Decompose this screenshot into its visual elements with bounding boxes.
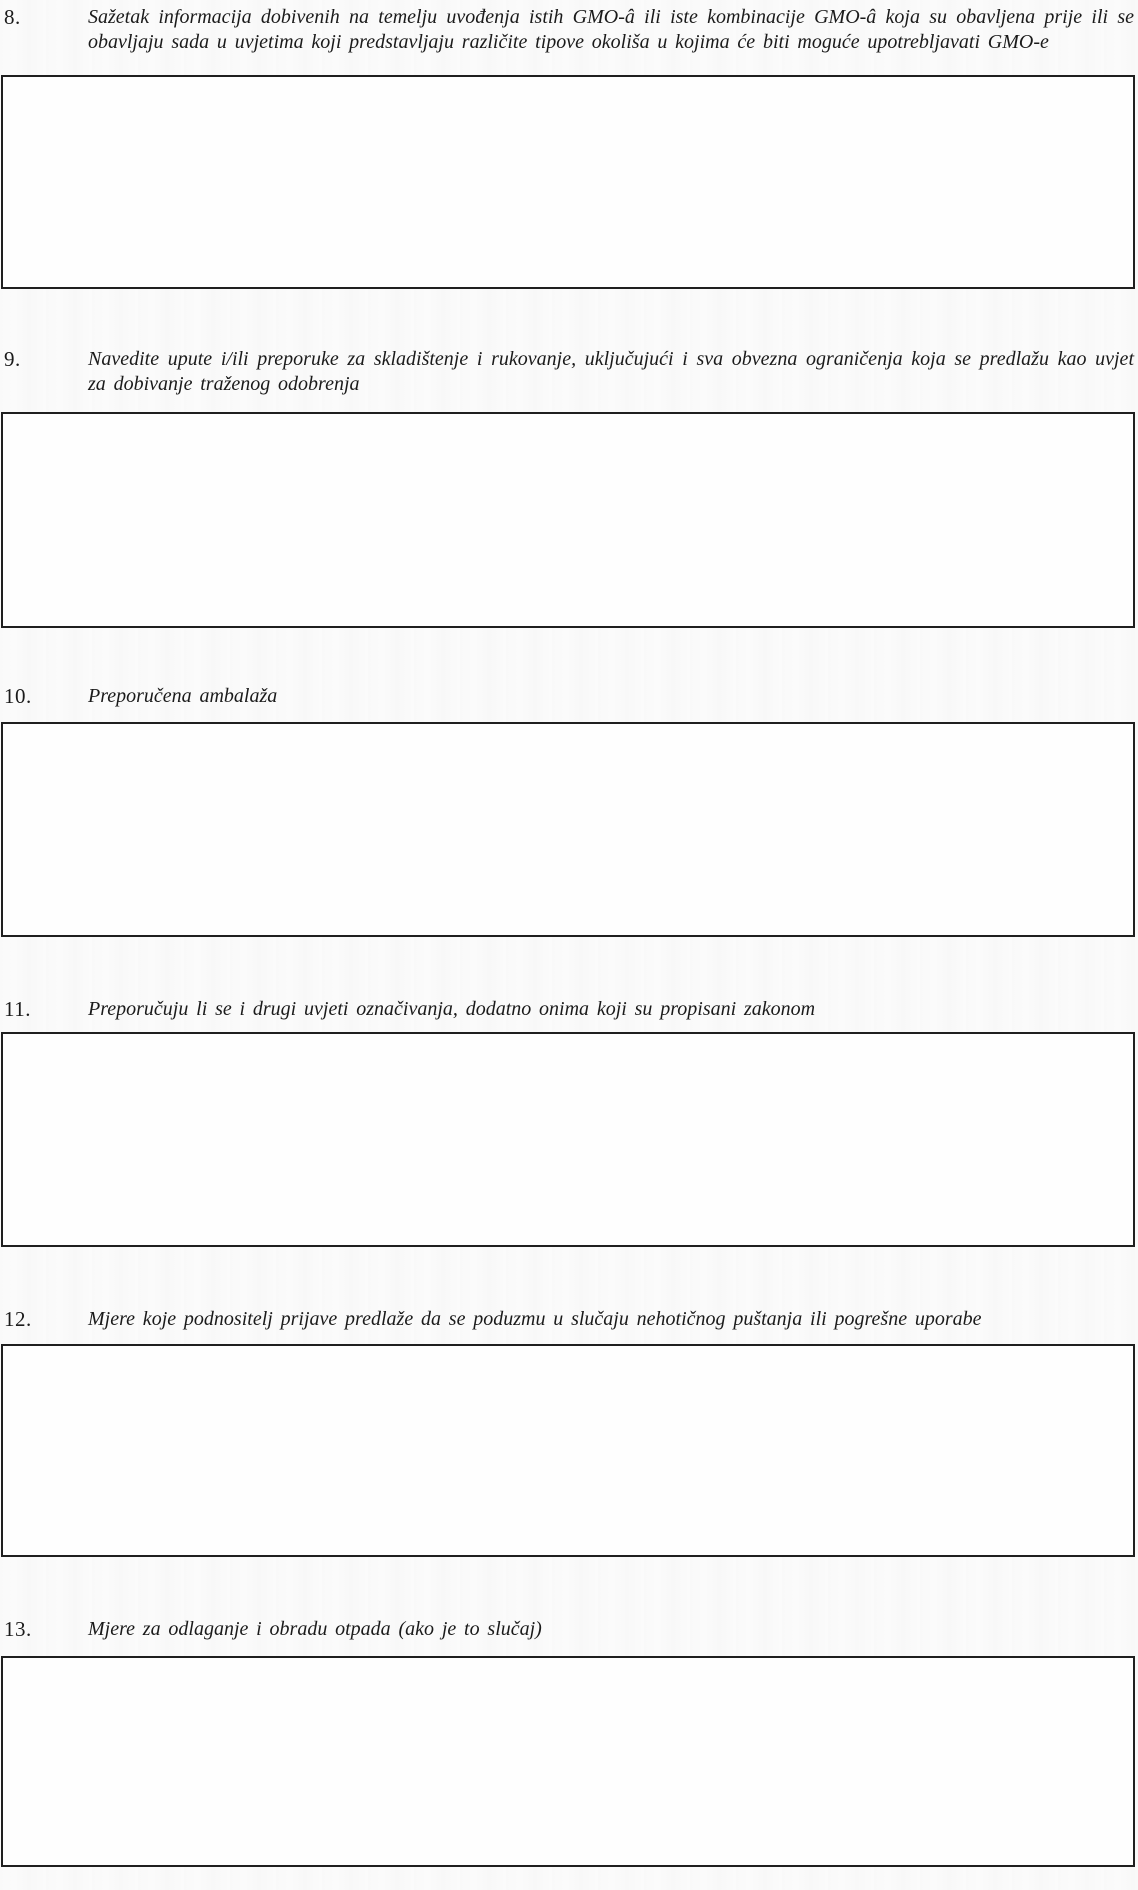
- section-label-row: [4, 997, 1134, 1022]
- answer-box: [1, 412, 1135, 628]
- section-label-row: [4, 684, 1134, 709]
- section-label: Mjere koje podnositelj prijave predlaže da se poduzmu u slučaju nehotičnog puštanja ili pogrešne uporabe: [88, 1308, 982, 1330]
- section-label: Sažetak informacija dobivenih na temelju uvođenja istih GMO-â ili iste kombinacije GMO-â koja su obavljena prije ili se obavljaju sada u uvjetima koji predstavljaju različite tipove okoliša u kojima će biti moguće upotrebljavati GMO-e: [88, 6, 1134, 53]
- answer-box: [1, 1656, 1135, 1867]
- section-label-row: [4, 347, 1134, 397]
- section-number: 11.: [4, 997, 31, 1021]
- section-label-row: [4, 1617, 1134, 1642]
- section-label: Preporučena ambalaža: [88, 685, 278, 707]
- answer-box: [1, 722, 1135, 937]
- section-label-row: [4, 1307, 1134, 1332]
- section-label: Mjere za odlaganje i obradu otpada (ako je to slučaj): [88, 1618, 542, 1640]
- section-label: Navedite upute i/ili preporuke za skladištenje i rukovanje, uključujući i sva obvezna ograničenja koja se predlažu kao uvjet za dobivanje traženog odobrenja: [88, 348, 1134, 395]
- section-label-row: [4, 5, 1134, 55]
- answer-box: [1, 75, 1135, 289]
- answer-box: [1, 1344, 1135, 1557]
- section-number: 13.: [4, 1617, 32, 1641]
- section-label: Preporučuju li se i drugi uvjeti označivanja, dodatno onima koji su propisani zakonom: [88, 998, 816, 1020]
- answer-box: [1, 1032, 1135, 1247]
- section-number: 8.: [4, 5, 21, 29]
- section-number: 10.: [4, 684, 32, 708]
- section-number: 9.: [4, 347, 21, 371]
- section-number: 12.: [4, 1307, 32, 1331]
